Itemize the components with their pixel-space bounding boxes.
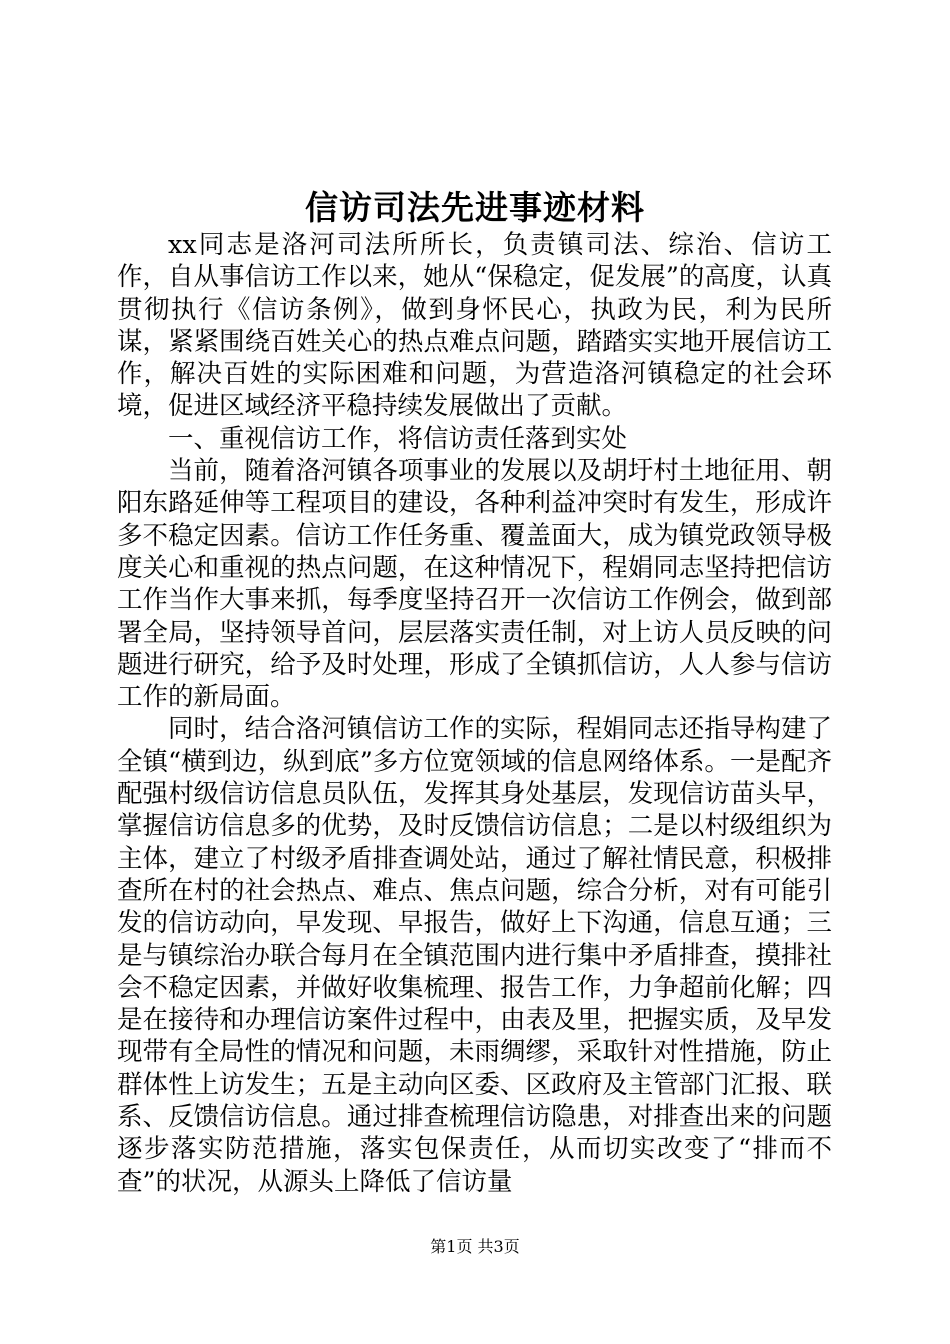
document-title: 信访司法先进事迹材料 <box>305 188 645 227</box>
document-body <box>117 229 832 1198</box>
paragraph-intro: xx同志是洛河司法所所长，负责镇司法、综治、信访工作，自从事信访工作以来，她从“保稳定，促发展”的高度，认真贯彻执行《信访条例》，做到身怀民心，执政为民，利为民所谋，紧紧围绕百姓关心的热点难点问题，踏踏实实地开展信访工作，解决百姓的实际困难和问题，为营造洛河镇稳定的社会环境，促进区域经济平稳持续发展做出了贡献。 <box>117 230 832 422</box>
paragraph-current-situation: 当前，随着洛河镇各项事业的发展以及胡圩村土地征用、朝阳东路延伸等工程项目的建设，各种利益冲突时有发生，形成许多不稳定因素。信访工作任务重、覆盖面大，成为镇党政领导极度关心和重视的热点问题，在这种情况下，程娟同志坚持把信访工作当作大事来抓，每季度坚持召开一次信访工作例会，做到部署全局，坚持领导首问，层层落实责任制，对上访人员反映的问题进行研究，给予及时处理，形成了全镇抓信访，人人参与信访工作的新局面。 <box>117 456 832 713</box>
section-heading-1: 一、重视信访工作，将信访责任落到实处 <box>168 423 628 454</box>
page-number: 第1页 共3页 <box>430 1237 520 1256</box>
paragraph-network-system: 同时，结合洛河镇信访工作的实际，程娟同志还指导构建了全镇“横到边，纵到底”多方位宽领域的信息网络体系。一是配齐配强村级信访信息员队伍，发挥其身处基层，发现信访苗头早，掌握信访信息多的优势，及时反馈信访信息；二是以村级组织为主体，建立了村级矛盾排查调处站，通过了解社情民意，积极排查所在村的社会热点、难点、焦点问题，综合分析，对有可能引发的信访动向，早发现、早报告，做好上下沟通，信息互通；三是与镇综治办联合每月在全镇范围内进行集中矛盾排查，摸排社会不稳定因素，并做好收集梳理、报告工作，力争超前化解；四是在接待和办理信访案件过程中，由表及里，把握实质，及早发现带有全局性的情况和问题，未雨绸缪，采取针对性措施，防止群体性上访发生；五是主动向区委、区政府及主管部门汇报、联系、反馈信访信息。通过排查梳理信访隐患，对排查出来的问题逐步落实防范措施，落实包保责任，从而切实改变了“排而不查”的状况，从源头上降低了信访量 <box>117 714 832 1197</box>
